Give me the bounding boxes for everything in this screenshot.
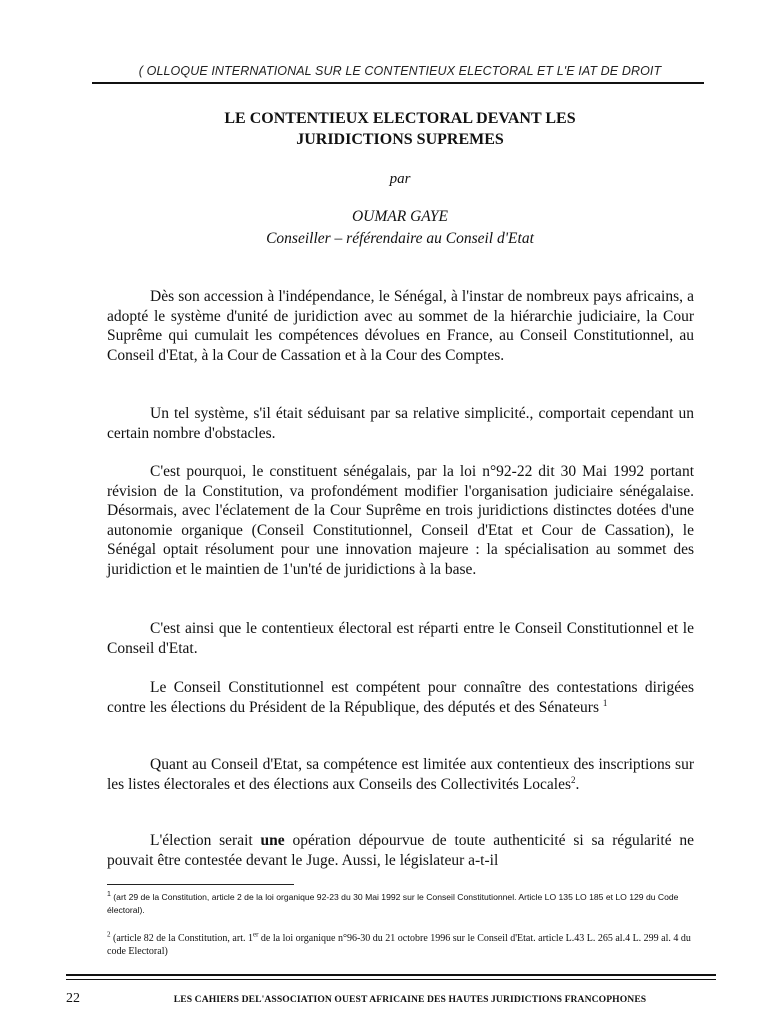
footnote-text: (art 29 de la Constitution, article 2 de la loi organique 92-23 du 30 Mai 1992 sur le Conseil Constitutionnel. Article LO 135 LO 185 et LO 129 du Code électoral). xyxy=(107,892,679,915)
paragraph-4 xyxy=(107,619,694,658)
footnote-number: 2 xyxy=(107,930,111,939)
paragraph-5 xyxy=(107,678,694,717)
footnote-ref-2: 2 xyxy=(571,774,576,785)
running-head: ( OLLOQUE INTERNATIONAL SUR LE CONTENTIEUX ELECTORAL ET L'E IAT DE DROIT xyxy=(138,64,662,78)
paragraph-6 xyxy=(107,755,694,794)
title-line-2: JURIDICTIONS SUPREMES xyxy=(296,131,504,148)
footer-rule-thin xyxy=(66,979,716,980)
footnote-rule xyxy=(107,884,294,885)
paragraph-3 xyxy=(107,462,694,579)
paragraph-7 xyxy=(107,831,694,870)
footnote-text-before: (article 82 de la Constitution, art. 1 xyxy=(113,933,253,944)
page-number: 22 xyxy=(66,991,80,1006)
title-line-1: LE CONTENTIEUX ELECTORAL DEVANT LES xyxy=(224,110,576,127)
footnote-number: 1 xyxy=(107,891,111,899)
emphasis-word: une xyxy=(260,832,285,849)
paragraph-text-span: Quant au Conseil d'Etat, sa compétence est limitée aux contentieux des inscriptions sur les listes électorales et des élections aux Conseils des Collectivités Locales xyxy=(107,756,694,793)
footnote-ref-1: 1 xyxy=(602,697,608,708)
article-title xyxy=(100,108,700,150)
paragraph-text: C'est ainsi que le contentieux électoral est réparti entre le Conseil Constitutionnel et le Conseil d'Etat. xyxy=(107,620,694,657)
paragraph-text: Un tel système, s'il était séduisant par sa relative simplicité., comportait cependant un certain nombre d'obstacles. xyxy=(107,405,694,442)
footnote-ordinal: er xyxy=(252,930,259,939)
paragraph-end: . xyxy=(575,775,580,793)
paragraph-text: Dès son accession à l'indépendance, le Sénégal, à l'instar de nombreux pays africains, a adopté le système d'unité de juridiction avec au sommet de la hiérarchie judiciaire, la Cour Suprême qui cumulait les compétences dévolues en France, au Conseil Constitutionnel, au Conseil d'Etat, à la Cour de Cassation et à la Cour des Comptes. xyxy=(107,288,694,364)
paragraph-text-before: L'élection serait xyxy=(150,832,253,849)
paragraph-text-span: Le Conseil Constitutionnel est compétent pour connaître des contestations dirigées contre les élections du Président de la République, des députés et des Sénateurs xyxy=(107,679,694,716)
paragraph-text xyxy=(107,755,694,794)
paragraph-text xyxy=(107,678,694,717)
paragraph-1 xyxy=(107,287,694,365)
footnote-2 xyxy=(107,932,697,958)
paragraph-2 xyxy=(107,404,694,443)
footnote-1 xyxy=(107,891,697,917)
author-block xyxy=(100,206,700,250)
paragraph-text: C'est pourquoi, le constituent sénégalais, par la loi n°92-22 dit 30 Mai 1992 portant révision de la Constitution, va profondément modifier l'organisation judiciaire sénégalaise. Désormais, avec l'éclatement de la Cour Suprême en trois juridictions distinctes dotées d'une autonomie organique (Conseil Constitutionnel, Conseil d'Etat et Cour de Cassation), le Sénégal optait résolument pour une innovation majeure : la spécialisation au sommet des juridiction et le maintien de 1'un'té de juridictions à la base. xyxy=(107,463,694,578)
footer-rule-thick xyxy=(66,974,716,976)
by-line: par xyxy=(389,171,411,187)
author-role: Conseiller – référendaire au Conseil d'Etat xyxy=(266,230,534,247)
running-foot: LES CAHIERS DEL'ASSOCIATION OUEST AFRICAINE DES HAUTES JURIDICTIONS FRANCOPHONES xyxy=(173,994,647,1005)
footnote-text-after: de la loi organique n°96-30 du 21 octobre 1996 sur le Conseil d'Etat. article L.43 L. 265 al.4 L. 299 al. 4 du code Electoral) xyxy=(107,933,691,957)
header-rule xyxy=(92,82,704,84)
author-name: OUMAR GAYE xyxy=(351,208,448,225)
paragraph-text xyxy=(107,831,694,870)
paragraph-text-after: opération dépourvue de toute authenticité si sa régularité ne pouvait être contestée devant le Juge. Aussi, le législateur a-t-il xyxy=(107,832,695,869)
